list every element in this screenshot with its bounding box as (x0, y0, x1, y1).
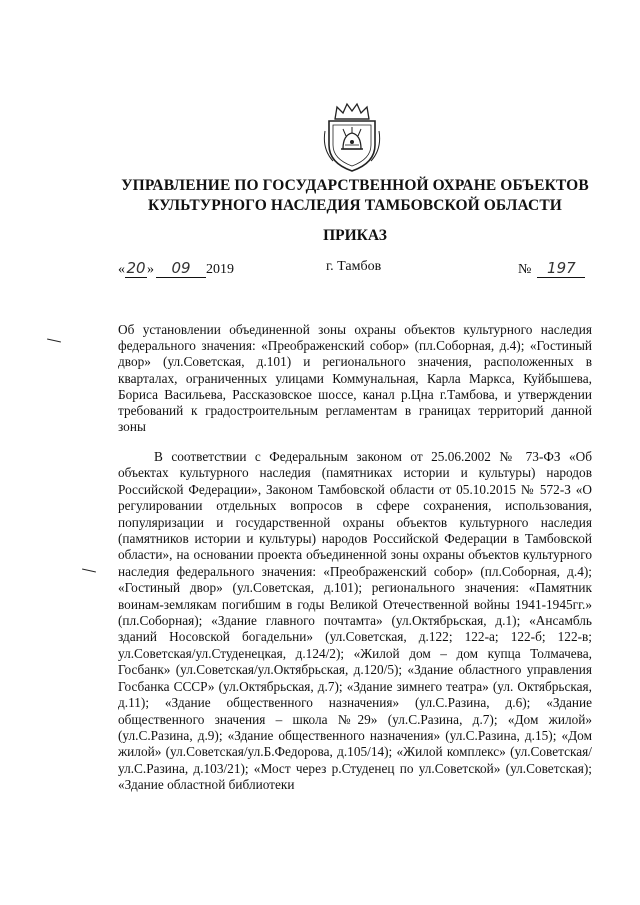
organization-heading (100, 176, 610, 216)
number-label: № (518, 262, 532, 277)
margin-mark (82, 569, 96, 573)
date-number-line (118, 255, 588, 277)
quote-open: « (118, 262, 125, 277)
org-line-2: КУЛЬТУРНОГО НАСЛЕДИЯ ТАМБОВСКОЙ ОБЛАСТИ (148, 197, 562, 214)
order-body: В соответствии с Федеральным законом от 25.06.2002 № 73-ФЗ «Об объектах культурного наследия (памятниках истории и культуры) народов Российской Федерации», Законом Тамбовской области от 05.10.2015 № 572-З «О регулировании отдельных вопросов в сфере сохранения, использования, популяризации и государственной охраны объектов культурного наследия (памятников истории и культуры) народов Российской Федерации в Тамбовской области», на основании проекта объединенной зоны охраны объектов культурного наследия федерального значения: «Преображенский собор» (пл.Соборная, д.4); «Гостиный двор» (ул.Советская, д.101); регионального значения: «Памятник воинам-землякам погибшим в годы Великой Отечественной войны 1941-1945гг.» (пл.Соборная); «Здание главного почтамта» (ул.Октябрьская, д.1); «Ансамбль зданий Носовской богадельни» (ул.Советская, д.122; 122-а; 122-б; 122-в; ул.Советская/ул.Студенецкая, д.124/2); «Жилой дом – дом купца Толмачева, Госбанк» (ул.Советская/ул.Октябрьская, д.120/5); «Здание областного управления Госбанка СССР» (ул.Октябрьская, д.7); «Здание зимнего театра» (ул. Октябрьская, д.11); «Здание общественного назначения» (ул.С.Разина, д.6); «Здание общественного значения – школа №29» (ул.С.Разина, д.7); «Дом жилой» (ул.С.Разина, д.9); «Здание общественного назначения» (ул.С.Разина, д.15); «Дом жилой» (ул.Советская/ул.Б.Федорова, д.105/14); «Жилой комплекс» (ул.Советская/ул.С.Разина, д.103/21); «Мост через р.Студенец по ул.Советской» (ул.Советская); «Здание областной библиотеки (118, 449, 592, 793)
order-month: 09 (156, 259, 206, 278)
order-number (518, 259, 585, 278)
order-day: 20 (126, 259, 146, 277)
org-line-1: УПРАВЛЕНИЕ ПО ГОСУДАРСТВЕННОЙ ОХРАНЕ ОБЪЕКТОВ (121, 177, 589, 194)
order-date (118, 259, 234, 278)
order-year: 2019 (206, 262, 234, 277)
document-type: ПРИКАЗ (323, 227, 387, 244)
tambov-coat-of-arms-icon (323, 101, 381, 173)
quote-close: » (147, 262, 154, 277)
margin-mark (47, 339, 61, 343)
order-city: г. Тамбов (326, 259, 382, 274)
order-subject: Об установлении объединенной зоны охраны объектов культурного наследия федерального значения: «Преображенский собор» (пл.Соборная, д.4); «Гостиный двор» (ул.Советская, д.101) и регионального значения, расположенных в кварталах, ограниченных улицами Коммунальная, Карла Маркса, Куйбышева, Бориса Васильева, Рассказовское шоссе, канал р.Цна г.Тамбова, и утверждении требований к градостроительным регламентам в границах территорий данной зоны (118, 322, 592, 435)
number-value: 197 (537, 259, 585, 278)
